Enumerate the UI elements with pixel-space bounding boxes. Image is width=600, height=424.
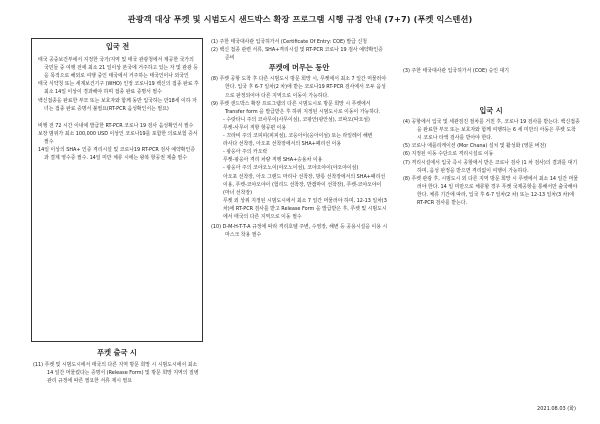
destination-item: - 팡응아 주의 카오락 xyxy=(223,149,268,156)
entry-item: 태국 공중보건부에서 지정한 국가/지역 및 태국 관광청에서 제공한 국가의 국민들 중 여행 전에 최소 21 일이상 본국에 거주하고 있는 자 및 관광 등을 목적으로 해외로 여행 중인 태국에서 거주하는 태국인이나 외국인 xyxy=(38,57,198,80)
transport-item: 아오포 선착장, 아오 그랜드 마리나 선착장, 방롱 선착장에서의 SHA+패리선 이용, 푸켓-코야오야이 (험리드 선착장, 반캠마이 선착장), 푸켓-코야오야이 (마너 선착장) xyxy=(223,173,386,196)
entry-item: 14일 이상의 SHA+ 인증 격리시설 및 코로나19 RT-PCR 검사 예약확인증과 결제 영수증 필수. 14일 미만 체류 시에는 왕복 항공권 제출 필수 xyxy=(38,147,195,162)
arrival-item: (4) 공항에서 입국 및 세관검진 절차를 거친 후, 코로나 19 검사를 받는다. 백신접종을 완료한 부모 또는 보호자와 함께 여행하는 6 세 미만의 아동은 푸켓 도착 시 코로나 타액 검사를 받아야 한다. xyxy=(403,119,580,142)
arrival-item: (8) 푸켓 관광 후, 시범도시 외 다른 지역 방문 희망 시 푸켓에서 최소 14 일간 머물러야 한다. 14 일 미만으로 체류할 경우 푸켓 국제공항을 통해서만 출국해야 한다. 체류 기간에 따라, 입국 후 6-7 일차(2 차) 또는 12-13 일차(3 차)에 RT-PCR 검사를 받는다. xyxy=(403,175,579,207)
arrival-heading: 입국 시 xyxy=(479,106,503,115)
middle-column xyxy=(209,38,389,239)
right-column xyxy=(401,107,581,207)
entry-item: 비행 전 72 시간 이내에 발급한 RT-PCR 코로나 19 검사 음성확인서 필수 xyxy=(38,122,194,129)
entry-item: 보장 범위가 최소 100,000 USD 이상인 코로나19를 포함한 의료보험 증서 필수 xyxy=(38,130,198,145)
stay-item: (8) 푸켓 공항 도착 후 다른 시범도시 방문 희망 시, 푸켓에서 최소 7 일간 머물러야 한다. 입국 후 6-7 일차(2 차)에 받는 코로나19 RT-PCR 검사에서 모두 음성으로 판정되어야 다른 지역으로 이동이 가능하다. xyxy=(211,76,387,99)
destination-item: - 팡응아 주의 코야오노이(야오노이섬), 코야오야이(야오야이섬) xyxy=(223,165,359,172)
stay-item: (9) 푸켓 샌드박스 확장 프로그램의 다른 시범도시로 방문 희망 시 푸켓에서 Transfer form 을 발급받은 후 하위 지정된 시범도시로 이동이 가능하다. xyxy=(211,100,381,115)
entry-heading: 입국 전 xyxy=(105,42,130,51)
right-top xyxy=(401,67,581,75)
exit-section xyxy=(31,349,203,385)
destination-item: - 끄라비 주의 코피피(피피섬), 코응아이(응아이섬) 또는 라일레이 해변 xyxy=(223,133,373,140)
step-item: (2) 백신 접종 관련 서류, SHA+격리시설 및 RT-PCR 코로나 19 검사 예약확인증 준비 xyxy=(211,47,383,62)
rule-item: (10) D-M-H-T-T-A 규정에 따라 격리호텔 주변, 수영장, 해변 등 공용시설을 이용 시 마스크 착용 필수 xyxy=(211,224,388,239)
exit-item: (11) 푸켓 및 시범도시에서 태국의 다른 지역 방문 희망 시 시범도시에서 최소 14 일간 머물렀다는 증명서 (Release Form) 및 방문 희망 지역의 질병관리 규정에 따른 필요한 서류 제시 필요 xyxy=(33,362,199,385)
left-column xyxy=(36,43,199,162)
entry-item: 태국 식약청 또는 세계보건기구 (WHO) 인정 코로나19 백신의 접종 완료 후 최소 14일 이상이 경과해야 하며 접종 완료 증명서 필수 xyxy=(38,81,199,96)
arrival-item: (7) 격리시설에서 입국 즉시 공항에서 받은 코로나 검사 (1 차 검사)의 결과를 대기하며, 음성 판정을 받으면 격리없이 여행이 가능하다. xyxy=(403,159,578,174)
transport-item: 푸켓-팡응아 격리 차량 직행 SHA+승용차 이용 xyxy=(223,157,323,164)
transport-item: 푸켓-사무이 직항 항공편 이용 xyxy=(223,124,287,131)
stay-after-note: 푸켓 외 상위 지정된 시범도시에서 최소 7 일간 머물러야 하며, 12-13 일차(3 차)에 RT-PCR 검사를 받고 Release Form 을 발급받은 후, 푸켓 및 시범도시에서 태국의 다른 지역으로 이동 필수 xyxy=(223,197,387,220)
exit-heading: 푸켓 출국 시 xyxy=(97,348,137,357)
transport-item: 라사다 선착장, 아오포 선착장에서의 SHA+패리선 이용 xyxy=(223,141,342,148)
step-item: (3) 주한 태국대사관 입국허가서 (COE) 승인 대기 xyxy=(403,68,510,74)
arrival-item: (6) 지정된 이동 수단으로 격리시설로 이동 xyxy=(403,151,494,158)
destination-item: - 수랏타니 주의 코사무이(사무이섬), 코팡안(팡안섬), 코따오(따오섬) xyxy=(223,116,370,123)
entry-item: 백신접종을 완료한 부모 또는 보호자와 함께 동반 입국하는 만18세 이하 자녀는 접종 완료 증명서 불필요(RT-PCR 음성확인서는 필요) xyxy=(38,97,197,112)
arrival-item: (5) 코로나 애플리케이션 (Mor Chana) 설치 및 활성화 (영문 버전) xyxy=(403,143,547,150)
page-title: 관광객 대상 푸켓 및 시범도시 샌드박스 확장 프로그램 시행 규정 안내 (7+7) (푸켓 익스텐션) xyxy=(127,14,473,24)
stay-heading: 푸켓에 머무는 동안 xyxy=(268,63,330,73)
step-item: (1) 주한 태국대사관 입국허가서 (Certificate Of Entry: COE) 발급 신청 xyxy=(211,39,367,45)
document-date: 2021.08.03 (화) xyxy=(537,406,576,412)
